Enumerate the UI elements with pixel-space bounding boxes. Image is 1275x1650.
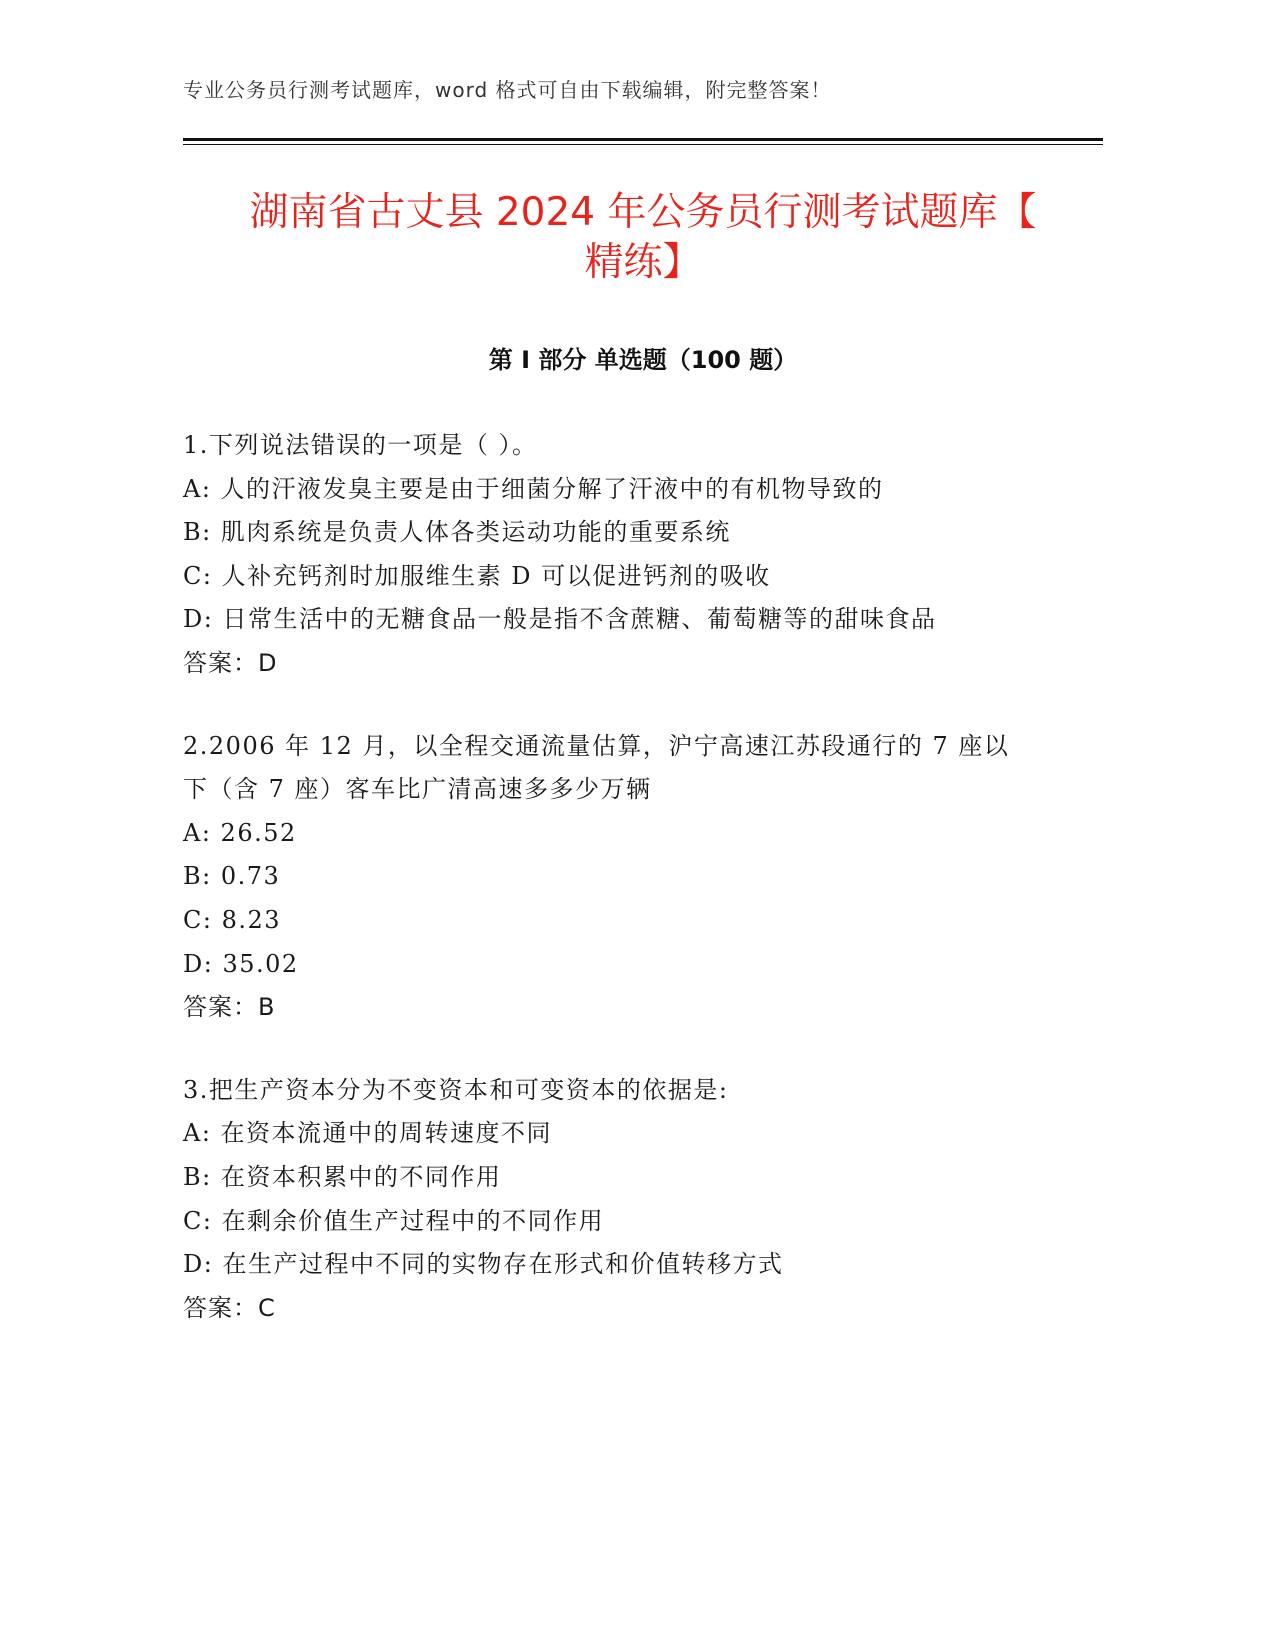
title-line-2: 精练】 bbox=[584, 240, 702, 285]
page-header: 专业公务员行测考试题库，word 格式可自由下载编辑，附完整答案！ bbox=[183, 78, 832, 102]
question-stem-line-1: 2.2006 年 12 月，以全程交通流量估算，沪宁高速江苏段通行的 7 座以 bbox=[183, 731, 1010, 760]
option-b: B: 0.73 bbox=[183, 862, 281, 891]
option-b: B: 肌肉系统是负责人体各类运动功能的重要系统 bbox=[183, 518, 731, 547]
title-line-1: 湖南省古丈县 2024 年公务员行测考试题库【 bbox=[249, 190, 1037, 235]
option-a: A: 26.52 bbox=[183, 818, 297, 847]
answer-label: 答案：B bbox=[183, 993, 276, 1022]
question-stem: 3.把生产资本分为不变资本和可变资本的依据是: bbox=[183, 1075, 729, 1104]
option-c: C: 人补充钙剂时加服维生素 D 可以促进钙剂的吸收 bbox=[183, 561, 771, 590]
section-heading: 第 I 部分 单选题（100 题） bbox=[488, 346, 798, 374]
option-c: C: 8.23 bbox=[183, 905, 282, 934]
question-list bbox=[183, 424, 1103, 1369]
question-2 bbox=[183, 725, 1103, 1030]
answer-label: 答案：D bbox=[183, 648, 278, 677]
question-stem-line-2: 下（含 7 座）客车比广清高速多多少万辆 bbox=[183, 775, 652, 804]
question-1 bbox=[183, 424, 1103, 686]
option-a: A: 人的汗液发臭主要是由于细菌分解了汗液中的有机物导致的 bbox=[183, 474, 884, 503]
option-b: B: 在资本积累中的不同作用 bbox=[183, 1162, 502, 1191]
option-d: D: 35.02 bbox=[183, 949, 299, 978]
answer-label: 答案：C bbox=[183, 1293, 276, 1322]
question-stem: 1.下列说法错误的一项是（ ）。 bbox=[183, 431, 538, 459]
option-d: D: 在生产过程中不同的实物存在形式和价值转移方式 bbox=[183, 1250, 784, 1279]
option-d: D: 日常生活中的无糖食品一般是指不含蔗糖、葡萄糖等的甜味食品 bbox=[183, 605, 937, 634]
header-rule-thick bbox=[183, 138, 1103, 141]
option-a: A: 在资本流通中的周转速度不同 bbox=[183, 1119, 553, 1148]
header-rule-thin bbox=[183, 144, 1103, 145]
question-3 bbox=[183, 1069, 1103, 1331]
document-title bbox=[183, 188, 1103, 288]
option-c: C: 在剩余价值生产过程中的不同作用 bbox=[183, 1206, 605, 1235]
